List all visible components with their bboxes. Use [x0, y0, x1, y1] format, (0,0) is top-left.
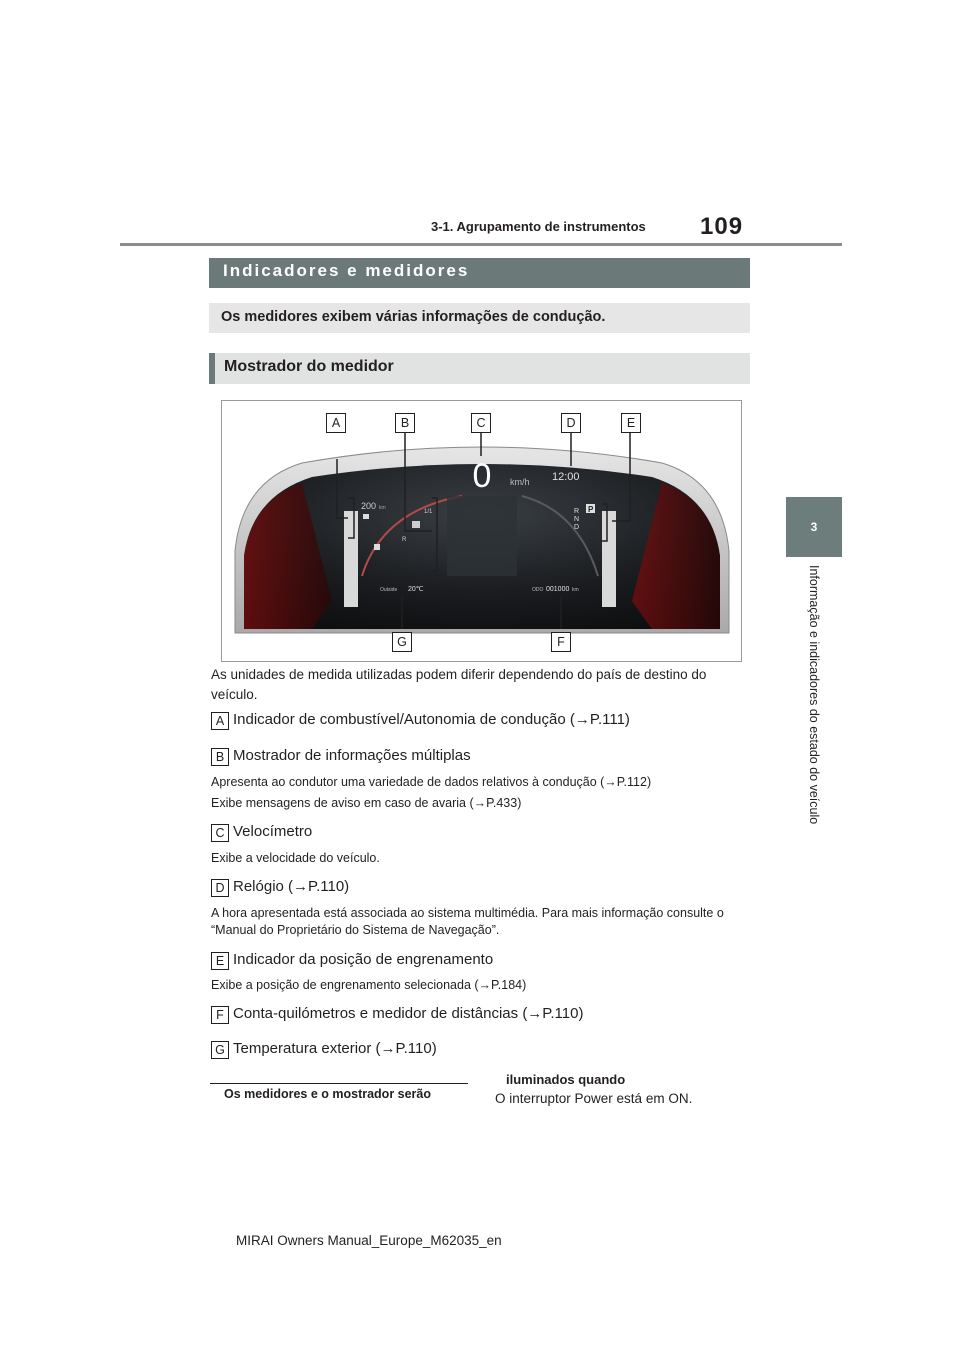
item-b-label: B — [211, 748, 229, 766]
page-number: 109 — [700, 213, 744, 240]
item-e-title: Indicador da posição de engrenamento — [233, 951, 494, 968]
odo-label: ODO — [532, 587, 544, 593]
gear-n: N — [574, 516, 580, 523]
outside-temp: 20℃ — [408, 586, 424, 593]
instrument-cluster-illustration — [222, 401, 741, 661]
gear-d: D — [574, 524, 580, 531]
item-b-title: Mostrador de informações múltiplas — [233, 747, 471, 764]
odo-value: 001000 — [546, 586, 570, 593]
item-c-title: Velocímetro — [233, 823, 313, 840]
outside-label: Outside — [380, 587, 398, 593]
item-f-label: F — [211, 1006, 229, 1024]
note-right-text: O interruptor Power está em ON. — [495, 1091, 693, 1106]
info-icon — [412, 521, 420, 528]
gauge-r-label: R — [402, 537, 407, 543]
instrument-cluster-figure — [221, 400, 742, 662]
fuel-pump-icon — [374, 544, 380, 550]
fraction-value: 1/1 — [424, 509, 433, 515]
range-unit: km — [379, 505, 386, 511]
item-c-label: C — [211, 824, 229, 842]
item-d-title: Relógio (→P.110) — [233, 878, 350, 895]
callout-c: C — [471, 413, 491, 433]
gear-r: R — [574, 508, 580, 515]
callout-e: E — [621, 413, 641, 433]
right-pillar — [602, 511, 616, 607]
speed-unit: km/h — [510, 477, 530, 487]
chapter-title: Informação e indicadores do estado do veículo — [807, 565, 821, 825]
note-heading: iluminados quando — [506, 1072, 626, 1087]
chapter-number: 3 — [810, 520, 818, 534]
callout-g: G — [392, 632, 412, 652]
subsection-banner — [209, 353, 750, 384]
section-banner — [209, 258, 750, 288]
item-c-detail: Exibe a velocidade do veículo. — [211, 851, 380, 865]
section-banner-title: Indicadores e medidores — [223, 261, 470, 280]
item-g-title: Temperatura exterior (→P.110) — [233, 1040, 437, 1057]
odo-unit: km — [572, 587, 579, 593]
multi-info-display — [447, 496, 517, 576]
item-e-detail: Exibe a posição de engrenamento selecionada (→P.184) — [211, 978, 527, 992]
item-f-title: Conta-quilómetros e medidor de distâncias (→P.110) — [233, 1005, 584, 1022]
figure-caption: As unidades de medida utilizadas podem diferir dependendo do país de destino do veículo. — [211, 667, 707, 702]
note-left-text: Os medidores e o mostrador serão — [224, 1087, 432, 1101]
intro-banner — [209, 303, 750, 333]
item-a-label: A — [211, 712, 229, 730]
section-title: 3-1. Agrupamento de instrumentos — [431, 219, 646, 234]
item-a-title: Indicador de combustível/Autonomia de condução (→P.111) — [233, 711, 630, 728]
gear-p: P — [588, 505, 594, 514]
footer-text: MIRAI Owners Manual_Europe_M62035_en — [236, 1233, 502, 1248]
left-pillar — [344, 511, 358, 607]
callout-a: A — [326, 413, 346, 433]
callout-d: D — [561, 413, 581, 433]
item-d-label: D — [211, 879, 229, 897]
chapter-tab — [786, 497, 842, 557]
fuel-icon — [363, 514, 369, 519]
callout-b: B — [395, 413, 415, 433]
item-d-detail: A hora apresentada está associada ao sistema multimédia. Para mais informação consulte o “Manual do Proprietário do Sistema de Navegação”. — [211, 906, 724, 937]
subsection-bar — [209, 353, 215, 384]
speed-value: 0 — [472, 457, 492, 495]
clock-value: 12:00 — [552, 471, 580, 483]
item-g-label: G — [211, 1041, 229, 1059]
callout-f: F — [551, 632, 571, 652]
note-rule — [210, 1083, 468, 1084]
item-b-detail-2: Exibe mensagens de aviso em caso de avaria (→P.433) — [211, 796, 522, 810]
subsection-title: Mostrador do medidor — [224, 358, 394, 375]
header-rule — [120, 243, 842, 246]
item-e-label: E — [211, 952, 229, 970]
item-b-detail-1: Apresenta ao condutor uma variedade de dados relativos à condução (→P.112) — [211, 775, 652, 789]
intro-text: Os medidores exibem várias informações de condução. — [221, 309, 606, 325]
range-value: 200 — [361, 501, 377, 511]
